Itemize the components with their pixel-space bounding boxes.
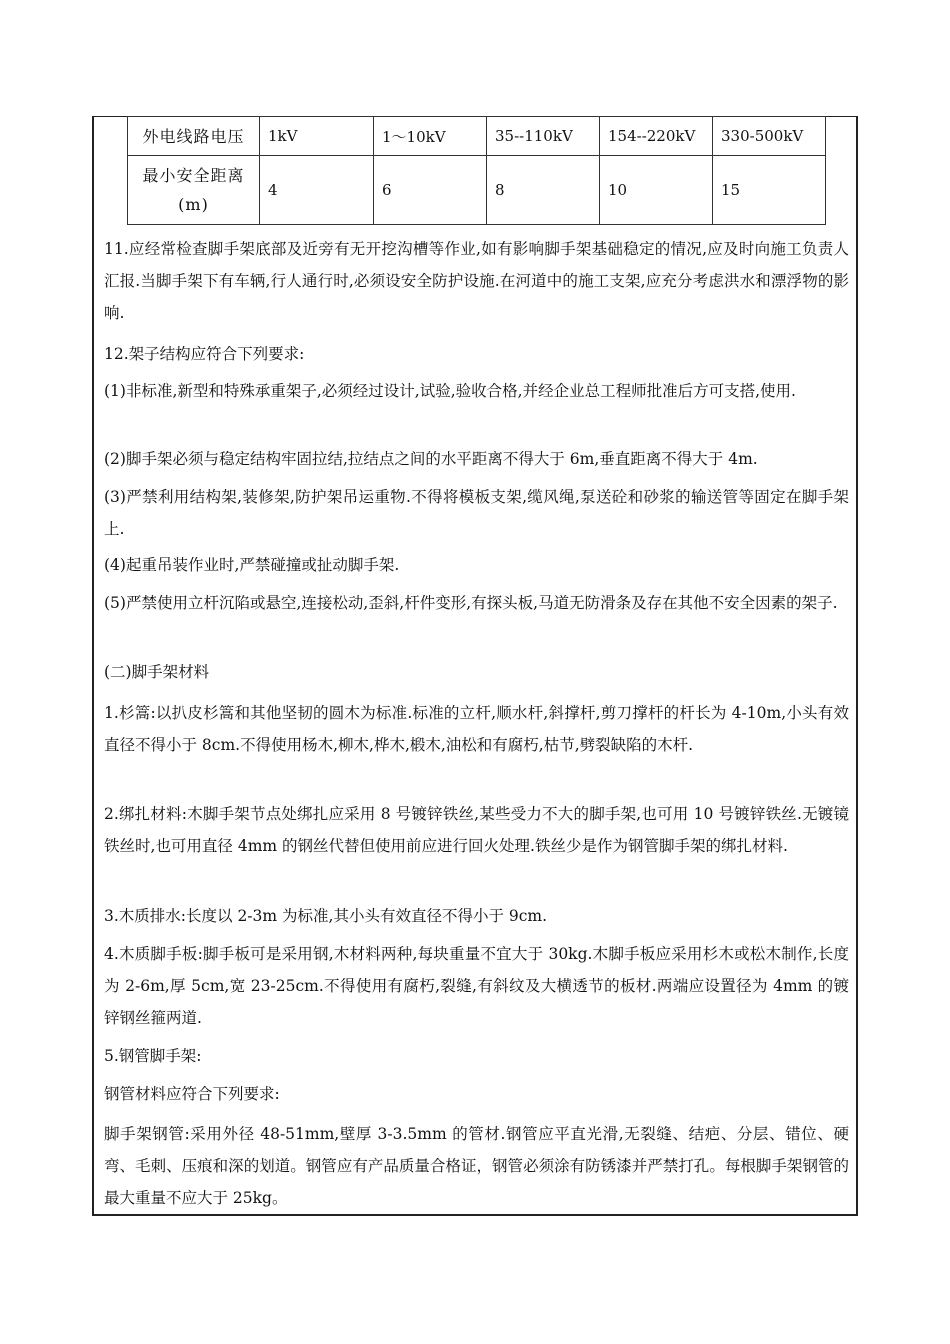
paragraph-material-4: 4.木质脚手板:脚手板可是采用钢,木材料两种,每块重量不宜大于 30kg.木脚手板应采用杉木或松木制作,长度为 2-6m,厚 5cm,宽 23-25cm.不得使用有腐朽,裂缝,有斜纹及大横透节的板材.两端应设置径为 4mm 的镀锌钢丝箍两道.	[104, 945, 849, 1027]
paragraph-material-1: 1.杉篙:以扒皮杉篙和其他坚韧的圆木为标准.标准的立杆,顺水杆,斜撑杆,剪刀撑杆的杆长为 4-10m,小头有效直径不得小于 8cm.不得使用杨木,柳木,桦木,椴木,油松和有腐朽,枯节,劈裂缺陷的木杆.	[104, 704, 849, 754]
table-row	[128, 117, 826, 156]
table-cell: 6	[374, 156, 487, 225]
table-cell: 15	[713, 156, 826, 225]
paragraph-material-3: 3.木质排水:长度以 2-3m 为标准,其小头有效直径不得小于 9cm.	[104, 907, 548, 925]
table-cell: 1kV	[260, 117, 374, 156]
section-heading: (二)脚手架材料	[104, 663, 210, 681]
paragraph-sub-2: (2)脚手架必须与稳定结构牢固拉结,拉结点之间的水平距离不得大于 6m,垂直距离不得大于 4m.	[104, 450, 758, 468]
table-cell: 1～10kV	[374, 117, 487, 156]
table-cell: 330-500kV	[713, 117, 826, 156]
table-cell: 外电线路电压	[128, 117, 260, 156]
paragraph-sub-5: (5)严禁使用立杆沉陷或悬空,连接松动,歪斜,杆件变形,有探头板,马道无防滑条及存在其他不安全因素的架子.	[104, 594, 838, 612]
table-cell: 8	[487, 156, 600, 225]
paragraph-sub-3: (3)严禁利用结构架,装修架,防护架吊运重物.不得将模板支架,缆风绳,泵送砼和砂浆的输送管等固定在脚手架上.	[104, 488, 849, 538]
paragraph-item-12: 12.架子结构应符合下列要求:	[104, 345, 305, 363]
voltage-distance-table	[127, 116, 826, 225]
table-cell: 最小安全距离(m)	[128, 156, 260, 225]
table-cell: 154--220kV	[600, 117, 713, 156]
table-row	[128, 156, 826, 225]
paragraph-material-5: 5.钢管脚手架:	[104, 1047, 202, 1065]
table-cell: 4	[260, 156, 374, 225]
paragraph-sub-4: (4)起重吊装作业时,严禁碰撞或扯动脚手架.	[104, 556, 400, 574]
table-cell: 10	[600, 156, 713, 225]
paragraph-steel-intro: 钢管材料应符合下列要求:	[104, 1085, 280, 1103]
paragraph-material-2: 2.绑扎材料:木脚手架节点处绑扎应采用 8 号镀锌铁丝,某些受力不大的脚手架,也可用 10 号镀锌铁丝.无镀镜铁丝时,也可用直径 4mm 的钢丝代替但使用前应进行回火处理.铁丝少是作为钢管脚手架的绑扎材料.	[104, 805, 849, 855]
paragraph-item-11: 11.应经常检查脚手架底部及近旁有无开挖沟槽等作业,如有影响脚手架基础稳定的情况,应及时向施工负责人汇报.当脚手架下有车辆,行人通行时,必须设安全防护设施.在河道中的施工支架,应充分考虑洪水和漂浮物的影响.	[104, 240, 849, 322]
paragraph-sub-1: (1)非标准,新型和特殊承重架子,必须经过设计,试验,验收合格,并经企业总工程师批准后方可支搭,使用.	[104, 382, 796, 400]
table-cell: 35--110kV	[487, 117, 600, 156]
paragraph-steel-tube: 脚手架钢管:采用外径 48-51mm,壁厚 3-3.5mm 的管材.钢管应平直光滑,无裂缝、结疤、分层、错位、硬弯、毛刺、压痕和深的划道。钢管应有产品质量合格证，钢管必须涂有防锈漆并严禁打孔。每根脚手架钢管的最大重量不应大于 25kg。	[104, 1125, 849, 1207]
